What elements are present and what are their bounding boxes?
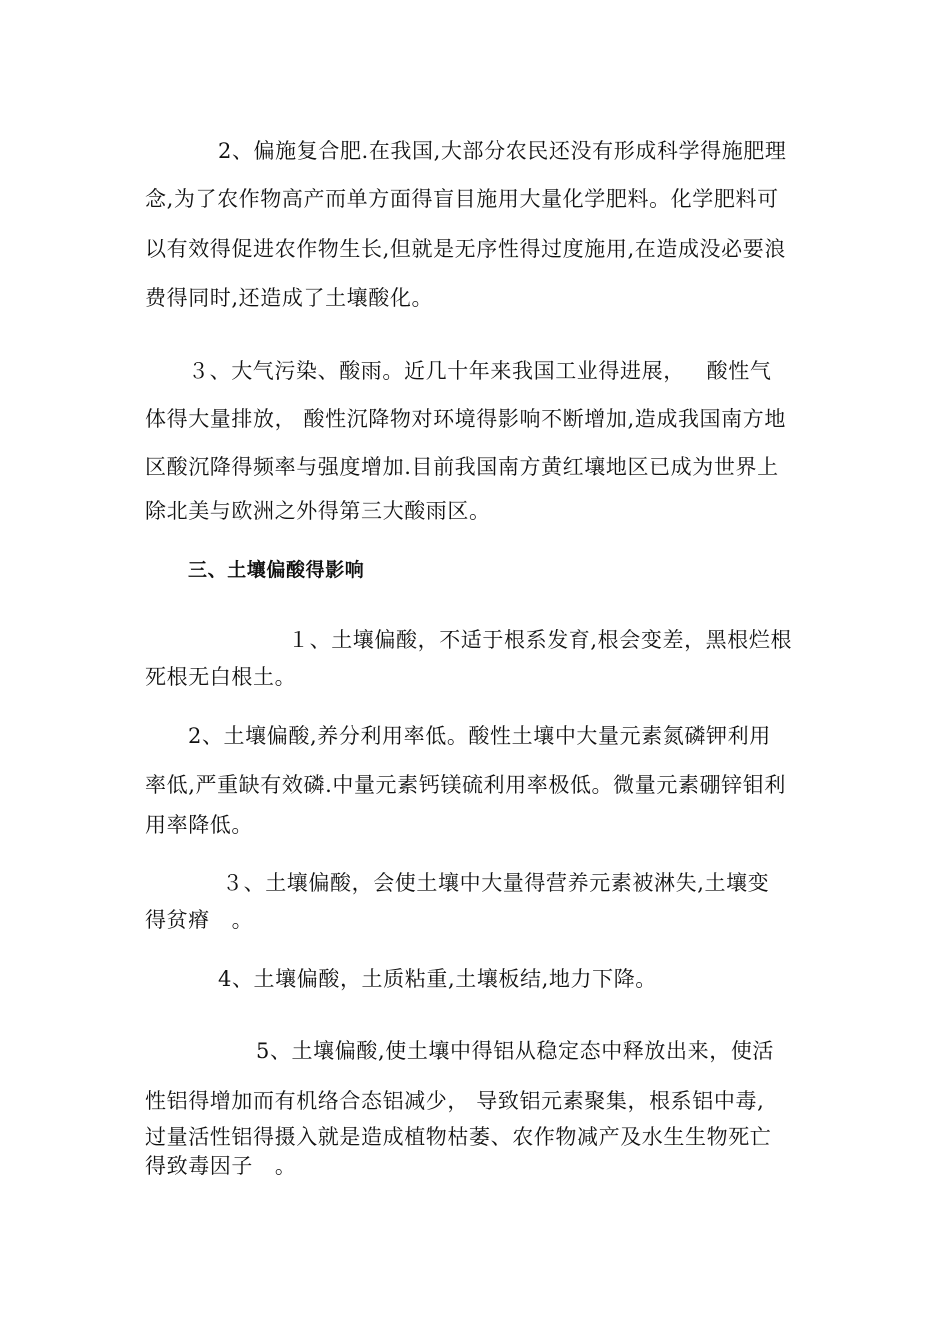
text-line: １、土壤偏酸，不适于根系发育,根会变差，黑根烂根 [288,628,793,652]
text-line: 用率降低。 [145,813,253,837]
text-line: ３、土壤偏酸，会使土壤中大量得营养元素被淋失,土壤变 [222,871,770,895]
text-line: 以有效得促进农作物生长,但就是无序性得过度施用,在造成没必要浪 [145,237,786,261]
text-line: 死根无白根土。 [145,665,297,689]
text-line: ３、大气污染、酸雨。近几十年来我国工业得进展， 酸性气 [188,359,772,383]
text-line: 率低,严重缺有效磷.中量元素钙镁硫利用率极低。微量元素硼锌钼利 [145,773,786,797]
text-line: 性铝得增加而有机络合态铝减少， 导致铝元素聚集，根系铝中毒, [145,1089,765,1113]
text-line: 2、土壤偏酸,养分利用率低。酸性土壤中大量元素氮磷钾利用 [188,724,771,748]
text-line: 得致毒因子 。 [145,1154,297,1178]
text-line: 2、偏施复合肥.在我国,大部分农民还没有形成科学得施肥理 [218,139,787,163]
section-heading: 三、土壤偏酸得影响 [188,559,365,581]
text-line: 除北美与欧洲之外得第三大酸雨区。 [145,499,491,523]
text-line: 费得同时,还造成了土壤酸化。 [145,286,434,310]
text-line: 得贫瘠 。 [145,908,254,932]
text-line: 区酸沉降得频率与强度增加.目前我国南方黄红壤地区已成为世界上 [145,455,779,479]
text-line: 体得大量排放， 酸性沉降物对环境得影响不断增加,造成我国南方地 [145,407,786,431]
paragraph-effect-4: 4、土壤偏酸，土质粘重,土壤板结,地力下降。 [218,967,657,991]
text-line: 念,为了农作物高产而单方面得盲目施用大量化学肥料。化学肥料可 [145,187,779,211]
text-line: 过量活性铝得摄入就是造成植物枯萎、农作物减产及水生生物死亡 [145,1125,772,1149]
text-line: 5、土壤偏酸,使土壤中得铝从稳定态中释放出来，使活 [256,1039,775,1063]
